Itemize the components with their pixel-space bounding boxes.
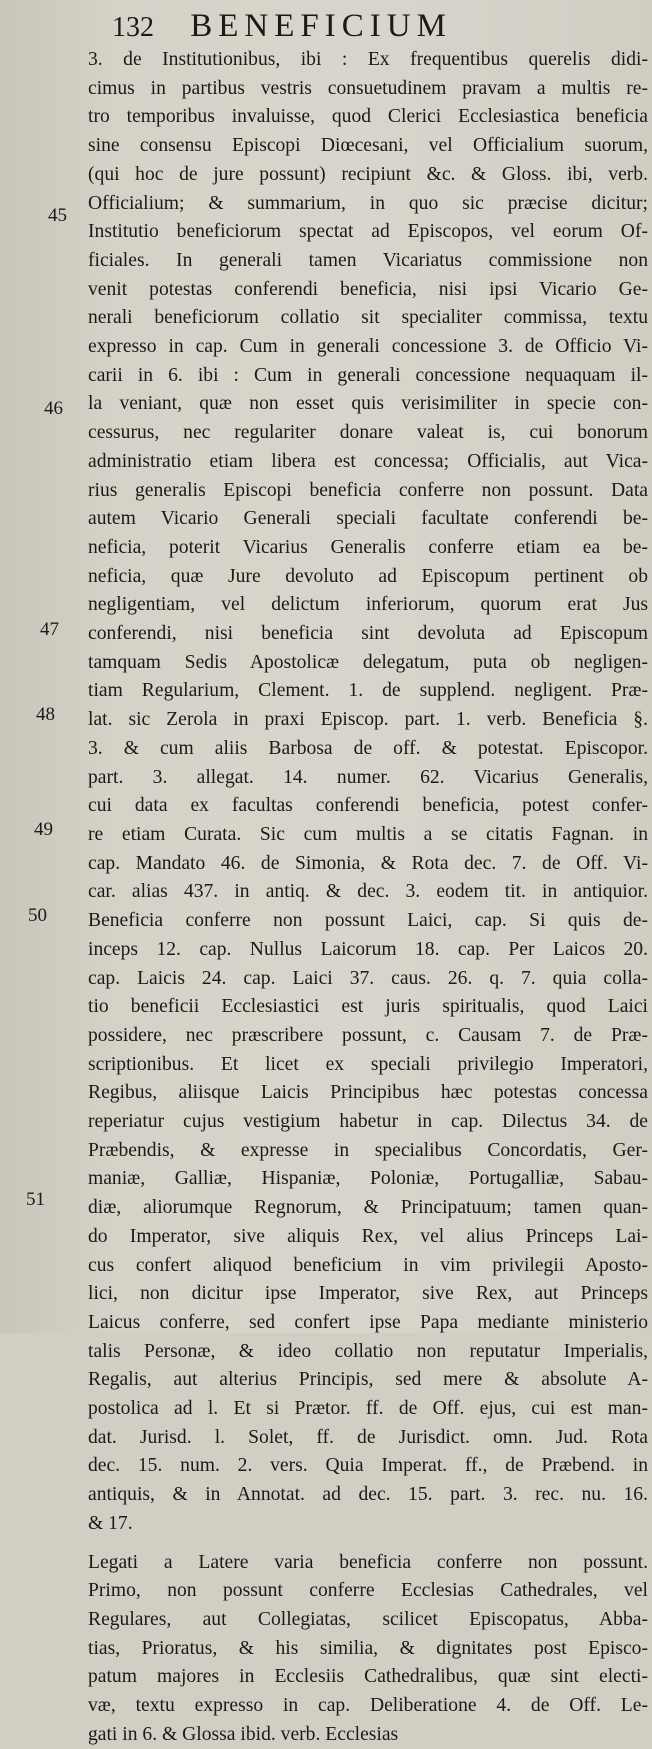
text-line: Regulares, aut Collegiatas, scilicet Episcopatus, Abba- [88, 1608, 648, 1630]
text-line: Regalis, aut alterius Principis, sed mere & absolute A- [88, 1369, 648, 1391]
text-line: la veniant, quæ non esset quis verisimiliter in specie con- [88, 393, 648, 415]
text-line: lici, non dicitur ipse Imperator, sive Rex, aut Princeps [88, 1283, 648, 1305]
text-line: nerali beneficiorum collatio sit specialiter commissa, textu [88, 307, 648, 329]
text-line: scriptionibus. Et licet ex speciali privilegio Imperatori, [88, 1053, 648, 1075]
text-line: tamquam Sedis Apostolicæ delegatum, puta ob negligen- [88, 651, 648, 673]
text-line: antiquis, & in Annotat. ad dec. 15. part. 3. rec. nu. 16. [88, 1484, 648, 1506]
text-line: negligentiam, vel delictum inferiorum, quorum erat Jus [88, 594, 648, 616]
text-line: væ, textu expresso in cap. Deliberatione 4. de Off. Le- [88, 1695, 648, 1717]
text-line: car. alias 437. in antiq. & dec. 3. eodem tit. in antiquior. [88, 881, 648, 903]
text-line: tro temporibus invaluisse, quod Clerici Ecclesiastica beneficia [88, 106, 648, 128]
text-line: lat. sic Zerola in praxi Episcop. part. 1. verb. Beneficia §. [88, 709, 648, 731]
paragraph-gap [88, 1539, 648, 1549]
paragraph-number: 47 [40, 619, 59, 640]
text-line: tiam Regularium, Clement. 1. de supplend. negligent. Præ- [88, 680, 648, 702]
text-line: Laicus conferre, sed confert ipse Papa mediante ministerio [88, 1311, 648, 1333]
text-line: cap. Laicis 24. cap. Laici 37. caus. 26. q. 7. quia colla- [88, 967, 648, 989]
running-head: BENEFICIUM [190, 8, 452, 44]
text-line: tias, Prioratus, & his similia, & dignitates post Episco- [88, 1637, 648, 1659]
text-line: Officialium; & summarium, in quo sic præcise dicitur; [88, 192, 648, 214]
paragraph-number: 50 [28, 905, 47, 926]
text-line: cui data ex facultas conferendi beneficia, potest confer- [88, 795, 648, 817]
text-line: Præbendis, & expresse in specialibus Concordatis, Ger- [88, 1139, 648, 1161]
text-line: reperiatur cujus vestigium habetur in cap. Dilectus 34. de [88, 1111, 648, 1133]
paragraph-number: 48 [36, 704, 55, 725]
text-line: rius generalis Episcopi beneficia conferre non possunt. Data [88, 479, 648, 501]
paragraph-number: 51 [26, 1189, 45, 1210]
text-line: cessurus, nec regulariter donare valeat is, cui bonorum [88, 422, 648, 444]
text-line: gati in 6. & Glossa ibid. verb. Ecclesias [88, 1723, 399, 1745]
text-line: ficiales. In generali tamen Vicariatus commissione non [88, 249, 648, 271]
text-line: autem Vicario Generali speciali facultate conferendi be- [88, 508, 648, 530]
text-line: carii in 6. ibi : Cum in generali concessione nequaquam il- [88, 364, 648, 386]
text-line: venit potestas conferendi beneficia, nisi ipsi Vicario Ge- [88, 278, 648, 300]
text-line: cap. Mandato 46. de Simonia, & Rota dec. 7. de Off. Vi- [88, 852, 648, 874]
text-line: (qui hoc de jure possunt) recipiunt &c. & Gloss. ibi, verb. [88, 163, 648, 185]
text-line: postolica ad l. Et si Prætor. ff. de Off. ejus, cui est man- [88, 1398, 648, 1420]
text-line: patum majores in Ecclesiis Cathedralibus, quæ sint electi- [88, 1666, 648, 1688]
page-number: 132 [112, 12, 154, 43]
text-line: & 17. [88, 1512, 133, 1534]
text-line: sine consensu Episcopi Diœcesani, vel Officialium suorum, [88, 135, 648, 157]
text-line: 3. de Institutionibus, ibi : Ex frequentibus querelis didi- [88, 49, 648, 70]
text-line: Legati a Latere varia beneficia conferre non possunt. [88, 1551, 648, 1573]
paragraph-number: 46 [44, 398, 63, 419]
page-header [112, 6, 652, 46]
text-line: Institutio beneficiorum spectat ad Episcopos, vel eorum Of- [88, 221, 648, 243]
text-line: neficia, quæ Jure devoluto ad Episcopum pertinent ob [88, 565, 648, 587]
text-line: neficia, poterit Vicarius Generalis conferre etiam ea be- [88, 536, 648, 558]
body-text [88, 46, 648, 1749]
text-line: inceps 12. cap. Nullus Laicorum 18. cap. Per Laicos 20. [88, 938, 648, 960]
text-line: dat. Jurisd. l. Solet, ff. de Jurisdict. omn. Jud. Rota [88, 1426, 648, 1448]
text-line: conferendi, nisi beneficia sint devoluta ad Episcopum [88, 623, 648, 645]
text-line: cus confert aliquod beneficium in vim privilegii Aposto- [88, 1254, 648, 1276]
text-line: expresso in cap. Cum in generali concessione 3. de Officio Vi- [88, 336, 648, 358]
text-line: dec. 15. num. 2. vers. Quia Imperat. ff., de Præbend. in [88, 1455, 648, 1477]
text-line: part. 3. allegat. 14. numer. 62. Vicarius Generalis, [88, 766, 648, 788]
text-line: possidere, nec præscribere possunt, c. Causam 7. de Præ- [88, 1024, 648, 1046]
text-line: re etiam Curata. Sic cum multis a se citatis Fagnan. in [88, 823, 648, 845]
text-line: cimus in partibus vestris consuetudinem pravam a multis re- [88, 77, 648, 99]
text-line: do Imperator, sive aliquis Rex, vel alius Princeps Lai- [88, 1225, 648, 1247]
text-line: administratio etiam libera est concessa; Officialis, aut Vica- [88, 450, 648, 472]
text-line: diæ, aliorumque Regnorum, & Principatuum; tamen quan- [88, 1197, 648, 1219]
paragraph-number: 45 [48, 205, 67, 226]
text-line: Beneficia conferre non possunt Laici, cap. Si quis de- [88, 910, 648, 932]
text-line: 3. & cum aliis Barbosa de off. & potestat. Episcopor. [88, 737, 648, 759]
paragraph-number: 49 [34, 819, 53, 840]
text-line: tio beneficii Ecclesiastici est juris spiritualis, quod Laici [88, 996, 648, 1018]
text-line: maniæ, Galliæ, Hispaniæ, Poloniæ, Portugalliæ, Sabau- [88, 1168, 648, 1190]
text-line: Regibus, aliisque Laicis Principibus hæc potestas concessa [88, 1082, 648, 1104]
text-line: Primo, non possunt conferre Ecclesias Cathedrales, vel [88, 1580, 648, 1602]
text-line: talis Personæ, & ideo collatio non reputatur Imperialis, [88, 1340, 648, 1362]
